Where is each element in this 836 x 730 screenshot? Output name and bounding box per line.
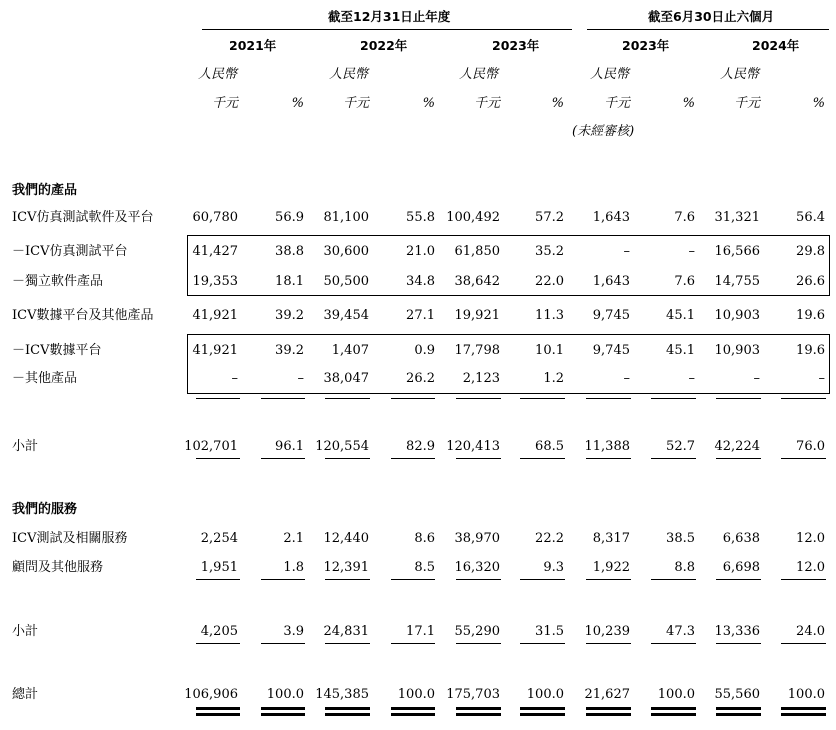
row-label: 小計: [12, 439, 39, 454]
total-rule: [196, 707, 240, 710]
cell-value: 26.6: [796, 274, 825, 289]
row-label: 小計: [12, 624, 39, 639]
cell-value: 82.9: [406, 439, 435, 454]
column-rule: [781, 579, 826, 580]
unit-header: 千元: [211, 96, 238, 111]
cell-value: 100.0: [526, 687, 564, 702]
cell-value: –: [688, 371, 695, 386]
cell-value: 24.0: [796, 624, 825, 639]
cell-value: 55,560: [714, 687, 760, 702]
unit-header: 千元: [473, 96, 500, 111]
total-rule: [520, 713, 565, 716]
cell-value: 9,745: [592, 308, 630, 323]
cell-value: 6,638: [722, 531, 760, 546]
cell-value: 100.0: [657, 687, 695, 702]
cell-value: 39.2: [275, 343, 304, 358]
cell-value: 12.0: [796, 560, 825, 575]
cell-value: 41,921: [192, 308, 238, 323]
total-rule: [261, 707, 305, 710]
cell-value: –: [623, 371, 630, 386]
cell-value: 26.2: [406, 371, 435, 386]
cell-value: 3.9: [283, 624, 304, 639]
total-rule: [325, 713, 370, 716]
row-label: ICV測試及相關服務: [12, 531, 128, 546]
currency-header: 人民幣: [329, 67, 369, 82]
cell-value: 11.3: [535, 308, 564, 323]
cell-value: 52.7: [666, 439, 695, 454]
unit-header: 千元: [342, 96, 369, 111]
column-rule: [196, 579, 240, 580]
column-rule: [520, 458, 565, 459]
cell-value: 120,413: [446, 439, 500, 454]
cell-value: 175,703: [446, 687, 500, 702]
cell-value: 6,698: [722, 560, 760, 575]
column-rule: [325, 643, 370, 644]
cell-value: 10,903: [714, 308, 760, 323]
unit-header: 千元: [733, 96, 760, 111]
group-header-fy-rule: [202, 29, 572, 30]
cell-value: 22.2: [535, 531, 564, 546]
column-rule: [781, 398, 826, 399]
column-rule: [261, 643, 305, 644]
cell-value: 96.1: [275, 439, 304, 454]
cell-value: 19,921: [454, 308, 500, 323]
cell-value: –: [818, 371, 825, 386]
cell-value: 8.6: [414, 531, 435, 546]
cell-value: 100.0: [787, 687, 825, 702]
cell-value: 2.1: [283, 531, 304, 546]
cell-value: 17,798: [454, 343, 500, 358]
cell-value: 0.9: [414, 343, 435, 358]
cell-value: 7.6: [674, 210, 695, 225]
total-rule: [716, 713, 761, 716]
cell-value: 30,600: [323, 244, 369, 259]
cell-value: 61,850: [454, 244, 500, 259]
column-rule: [391, 579, 435, 580]
cell-value: 1.2: [543, 371, 564, 386]
column-rule: [391, 458, 435, 459]
cell-value: 13,336: [714, 624, 760, 639]
cell-value: 120,554: [315, 439, 369, 454]
column-rule: [325, 458, 370, 459]
cell-value: 19.6: [796, 343, 825, 358]
year-header-2023: 2023年: [492, 38, 540, 53]
total-rule: [261, 713, 305, 716]
column-rule: [261, 458, 305, 459]
cell-value: 18.1: [275, 274, 304, 289]
column-rule: [586, 643, 631, 644]
row-label: 顧問及其他服務: [12, 560, 104, 575]
cell-value: 4,205: [200, 624, 238, 639]
column-rule: [456, 643, 501, 644]
cell-value: 2,254: [200, 531, 238, 546]
group-header-half-rule: [587, 29, 829, 30]
cell-value: 38,642: [454, 274, 500, 289]
cell-value: 29.8: [796, 244, 825, 259]
cell-value: 34.8: [406, 274, 435, 289]
pct-header: %: [551, 96, 564, 111]
column-rule: [716, 643, 761, 644]
cell-value: 55.8: [406, 210, 435, 225]
column-rule: [261, 398, 305, 399]
cell-value: 21.0: [406, 244, 435, 259]
cell-value: 39,454: [323, 308, 369, 323]
group-header-six-months: 截至6月30日止六個月: [648, 9, 775, 24]
cell-value: 16,320: [454, 560, 500, 575]
column-rule: [651, 643, 696, 644]
cell-value: 38,047: [323, 371, 369, 386]
cell-value: 12.0: [796, 531, 825, 546]
cell-value: 11,388: [584, 439, 630, 454]
pct-header: %: [812, 96, 825, 111]
cell-value: 10,239: [584, 624, 630, 639]
column-rule: [325, 579, 370, 580]
cell-value: 57.2: [535, 210, 564, 225]
cell-value: 1,922: [592, 560, 630, 575]
total-rule: [325, 707, 370, 710]
cell-value: 1,407: [331, 343, 369, 358]
column-rule: [651, 398, 696, 399]
total-rule: [716, 707, 761, 710]
cell-value: 16,566: [714, 244, 760, 259]
column-rule: [520, 579, 565, 580]
currency-header: 人民幣: [198, 67, 238, 82]
cell-value: 10.1: [535, 343, 564, 358]
cell-value: 76.0: [796, 439, 825, 454]
total-rule: [456, 707, 501, 710]
cell-value: 35.2: [535, 244, 564, 259]
cell-value: 12,391: [323, 560, 369, 575]
column-rule: [716, 398, 761, 399]
cell-value: 45.1: [666, 308, 695, 323]
total-rule: [651, 713, 696, 716]
column-rule: [196, 458, 240, 459]
column-rule: [456, 398, 501, 399]
cell-value: 9.3: [543, 560, 564, 575]
row-label: －其他產品: [12, 371, 78, 386]
cell-value: 8.5: [414, 560, 435, 575]
column-rule: [716, 579, 761, 580]
cell-value: 1.8: [283, 560, 304, 575]
column-rule: [456, 458, 501, 459]
column-rule: [651, 458, 696, 459]
unaudited-note: (未經審核): [572, 124, 635, 139]
column-rule: [586, 458, 631, 459]
cell-value: 1,951: [200, 560, 238, 575]
column-rule: [391, 398, 435, 399]
year-header-2021: 2021年: [229, 38, 277, 53]
cell-value: 17.1: [406, 624, 435, 639]
column-rule: [520, 398, 565, 399]
section-products-heading: 我們的產品: [12, 183, 78, 198]
cell-value: 7.6: [674, 274, 695, 289]
pct-header: %: [422, 96, 435, 111]
total-rule: [781, 707, 826, 710]
currency-header: 人民幣: [459, 67, 499, 82]
cell-value: 12,440: [323, 531, 369, 546]
column-rule: [391, 643, 435, 644]
cell-value: –: [688, 244, 695, 259]
column-rule: [586, 579, 631, 580]
total-rule: [586, 707, 631, 710]
cell-value: 14,755: [714, 274, 760, 289]
row-label: ICV數據平台及其他產品: [12, 308, 154, 323]
cell-value: 1,643: [592, 274, 630, 289]
row-label: 總計: [12, 687, 39, 702]
cell-value: –: [297, 371, 304, 386]
cell-value: 100,492: [446, 210, 500, 225]
column-rule: [716, 458, 761, 459]
cell-value: 22.0: [535, 274, 564, 289]
pct-header: %: [682, 96, 695, 111]
cell-value: 21,627: [584, 687, 630, 702]
pct-header: %: [291, 96, 304, 111]
cell-value: 47.3: [666, 624, 695, 639]
cell-value: 145,385: [315, 687, 369, 702]
column-rule: [196, 398, 240, 399]
total-rule: [586, 713, 631, 716]
row-label: －獨立軟件產品: [12, 274, 104, 289]
unit-header: 千元: [603, 96, 630, 111]
cell-value: 81,100: [323, 210, 369, 225]
column-rule: [196, 643, 240, 644]
year-header-2023-half: 2023年: [622, 38, 670, 53]
column-rule: [520, 643, 565, 644]
total-rule: [456, 713, 501, 716]
currency-header: 人民幣: [590, 67, 630, 82]
cell-value: –: [753, 371, 760, 386]
cell-value: 9,745: [592, 343, 630, 358]
cell-value: 41,427: [192, 244, 238, 259]
row-label: －ICV仿真測試平台: [12, 244, 128, 259]
cell-value: 56.4: [796, 210, 825, 225]
total-rule: [196, 713, 240, 716]
year-header-2022: 2022年: [360, 38, 408, 53]
cell-value: 2,123: [462, 371, 500, 386]
total-rule: [781, 713, 826, 716]
column-rule: [586, 398, 631, 399]
cell-value: 38,970: [454, 531, 500, 546]
row-label: ICV仿真測試軟件及平台: [12, 210, 154, 225]
currency-header: 人民幣: [720, 67, 760, 82]
cell-value: 8.8: [674, 560, 695, 575]
cell-value: –: [623, 244, 630, 259]
cell-value: 1,643: [592, 210, 630, 225]
cell-value: 24,831: [323, 624, 369, 639]
cell-value: 42,224: [714, 439, 760, 454]
total-rule: [651, 707, 696, 710]
group-header-fiscal-year: 截至12月31日止年度: [328, 9, 451, 24]
cell-value: 100.0: [397, 687, 435, 702]
cell-value: 56.9: [275, 210, 304, 225]
cell-value: –: [231, 371, 238, 386]
row-label: －ICV數據平台: [12, 343, 102, 358]
cell-value: 60,780: [192, 210, 238, 225]
cell-value: 31,321: [714, 210, 760, 225]
cell-value: 41,921: [192, 343, 238, 358]
cell-value: 55,290: [454, 624, 500, 639]
cell-value: 38.8: [275, 244, 304, 259]
column-rule: [325, 398, 370, 399]
column-rule: [456, 579, 501, 580]
column-rule: [781, 458, 826, 459]
cell-value: 27.1: [406, 308, 435, 323]
cell-value: 45.1: [666, 343, 695, 358]
cell-value: 10,903: [714, 343, 760, 358]
cell-value: 50,500: [323, 274, 369, 289]
total-rule: [391, 713, 435, 716]
cell-value: 31.5: [535, 624, 564, 639]
section-services-heading: 我們的服務: [12, 502, 78, 517]
column-rule: [261, 579, 305, 580]
cell-value: 8,317: [592, 531, 630, 546]
cell-value: 102,701: [184, 439, 238, 454]
cell-value: 100.0: [266, 687, 304, 702]
cell-value: 106,906: [184, 687, 238, 702]
cell-value: 39.2: [275, 308, 304, 323]
column-rule: [781, 643, 826, 644]
cell-value: 19,353: [192, 274, 238, 289]
total-rule: [391, 707, 435, 710]
cell-value: 38.5: [666, 531, 695, 546]
cell-value: 68.5: [535, 439, 564, 454]
cell-value: 19.6: [796, 308, 825, 323]
column-rule: [651, 579, 696, 580]
year-header-2024-half: 2024年: [752, 38, 800, 53]
total-rule: [520, 707, 565, 710]
